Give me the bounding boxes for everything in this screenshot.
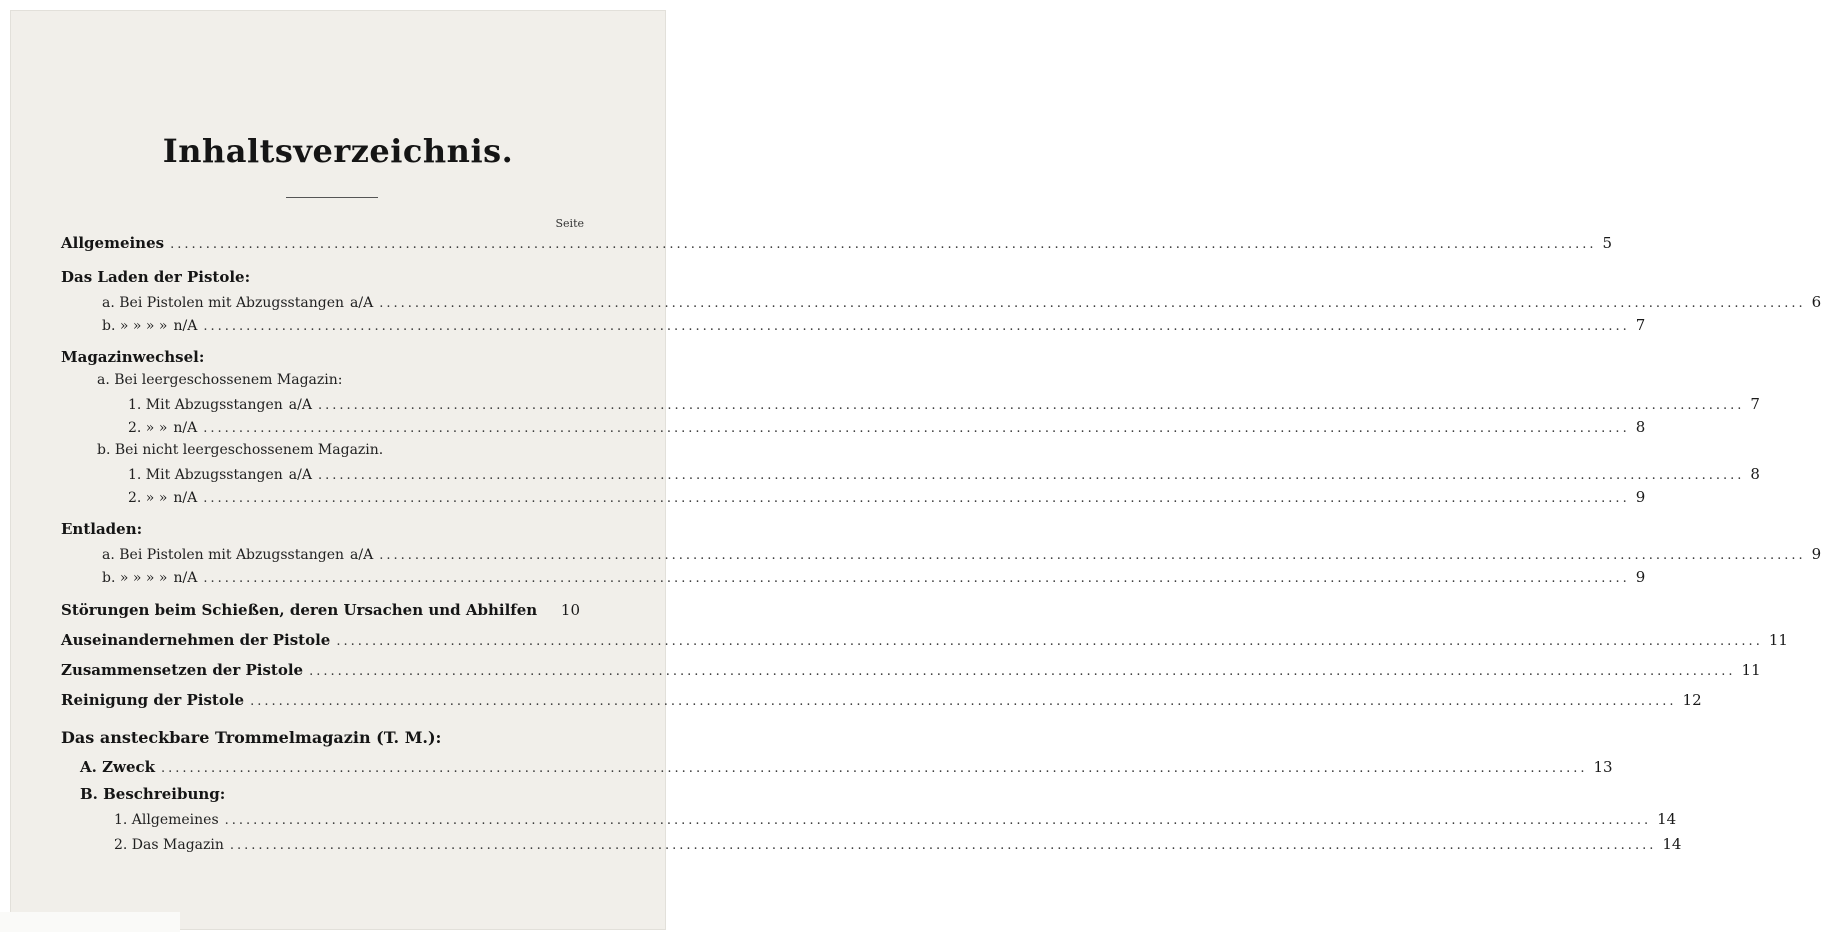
toc-entry-label: 1. Mit Abzugsstangen	[128, 397, 283, 413]
toc-entry	[10, 234, 1613, 260]
toc-entry-label: 1. Mit Abzugsstangen	[128, 467, 283, 483]
toc-entry	[10, 418, 1646, 444]
toc-entry-label: Allgemeines	[61, 234, 165, 252]
toc-entry-label: Zusammensetzen der Pistole	[61, 661, 304, 679]
toc-entry-variant: a/A	[288, 467, 312, 483]
toc-page-number: 14	[1657, 810, 1677, 828]
toc-page-number: 7	[1750, 395, 1760, 413]
toc-entry-label: Reinigung der Pistole	[61, 691, 245, 709]
toc-entry	[10, 568, 1646, 594]
toc-entry-variant: a/A	[350, 295, 374, 311]
toc-entry	[10, 631, 1788, 657]
toc-entry-label: Magazinwechsel:	[61, 348, 205, 366]
dot-leader: ........................................................................................................................................................................................................	[379, 548, 1806, 563]
toc-entry	[10, 601, 666, 627]
toc-entry	[10, 691, 1702, 717]
toc-entry-label: 2. » »	[128, 490, 168, 506]
toc-entry-label: b. » » » »	[102, 318, 168, 334]
toc-entry	[10, 316, 1646, 342]
toc-entry-label: Entladen:	[61, 520, 143, 538]
toc-entry	[10, 835, 1682, 861]
toc-entry-variant: a/A	[350, 547, 374, 563]
toc-page-number: 5	[1602, 234, 1613, 252]
toc-entry	[10, 810, 1677, 836]
toc-entry-label: a. Bei Pistolen mit Abzugsstangen	[102, 547, 344, 563]
toc-entry	[10, 268, 666, 294]
toc-entry-label: A. Zweck	[80, 758, 156, 776]
dot-leader: ........................................................................................................................................................................................................	[161, 761, 1588, 776]
toc-entry	[10, 488, 1646, 514]
dot-leader: ........................................................................................................................................................................................................	[203, 319, 1630, 334]
dot-leader: ........................................................................................................................................................................................................	[317, 398, 1745, 413]
dot-leader: ........................................................................................................................................................................................................	[203, 491, 1630, 506]
dot-leader: ........................................................................................................................................................................................................	[170, 237, 1597, 252]
toc-entry-label: 2. » »	[128, 420, 168, 436]
book-page	[10, 10, 1821, 930]
dot-leader: ........................................................................................................................................................................................................	[250, 694, 1677, 709]
toc-entry-label: Das ansteckbare Trommelmagazin (T. M.):	[61, 728, 442, 747]
toc-page-number: 10	[560, 601, 580, 619]
toc-page-number: 7	[1635, 316, 1646, 334]
dot-leader: ........................................................................................................................................................................................................	[203, 571, 1630, 586]
toc-entry	[10, 728, 666, 754]
toc-entry-label: b. » » » »	[102, 570, 168, 586]
toc-page-number: 13	[1593, 758, 1613, 776]
toc-page-number: 9	[1635, 488, 1646, 506]
toc-entry	[10, 520, 666, 546]
title-divider	[286, 197, 378, 198]
toc-page-number: 14	[1662, 835, 1682, 853]
toc-entry-variant: n/A	[173, 318, 198, 334]
toc-entry-label: B. Beschreibung:	[80, 785, 226, 803]
dot-leader: ........................................................................................................................................................................................................	[309, 664, 1736, 679]
scan-edge	[0, 912, 180, 932]
toc-entry-label: a. Bei leergeschossenem Magazin:	[97, 372, 343, 388]
toc-entry-variant: n/A	[173, 570, 198, 586]
dot-leader: ........................................................................................................................................................................................................	[229, 838, 1657, 853]
page-column-label: Seite	[555, 217, 584, 230]
toc-entry-label: a. Bei Pistolen mit Abzugsstangen	[102, 295, 344, 311]
page-title: Inhaltsverzeichnis.	[162, 132, 514, 170]
toc-entry-label: b. Bei nicht leergeschossenem Magazin.	[97, 442, 384, 458]
toc-entry-label: 2. Das Magazin	[114, 837, 224, 853]
toc-entry-variant: n/A	[173, 420, 198, 436]
dot-leader: ........................................................................................................................................................................................................	[379, 296, 1806, 311]
toc-entry-label: Das Laden der Pistole:	[61, 268, 251, 286]
toc-page-number: 12	[1682, 691, 1702, 709]
toc-page-number: 9	[1635, 568, 1646, 586]
toc-entry-label: Störungen beim Schießen, deren Ursachen und Abhilfen	[61, 601, 538, 619]
dot-leader: ........................................................................................................................................................................................................	[317, 468, 1745, 483]
dot-leader: ........................................................................................................................................................................................................	[203, 421, 1630, 436]
toc-entry-variant: n/A	[173, 490, 198, 506]
toc-page-number: 6	[1811, 293, 1821, 311]
dot-leader: ........................................................................................................................................................................................................	[336, 634, 1763, 649]
toc-entry	[10, 661, 1761, 687]
toc-entry	[10, 348, 666, 374]
toc-entry-variant: a/A	[288, 397, 312, 413]
toc-page-number: 11	[1741, 661, 1761, 679]
toc-page-number: 8	[1750, 465, 1760, 483]
toc-entry-label: 1. Allgemeines	[114, 812, 219, 828]
dot-leader: ........................................................................................................................................................................................................	[224, 813, 1652, 828]
toc-page-number: 8	[1635, 418, 1646, 436]
toc-entry-label: Auseinandernehmen der Pistole	[61, 631, 331, 649]
toc-page-number: 9	[1811, 545, 1821, 563]
toc-page-number: 11	[1768, 631, 1788, 649]
toc-entry	[10, 785, 666, 811]
toc-entry	[10, 758, 1613, 784]
